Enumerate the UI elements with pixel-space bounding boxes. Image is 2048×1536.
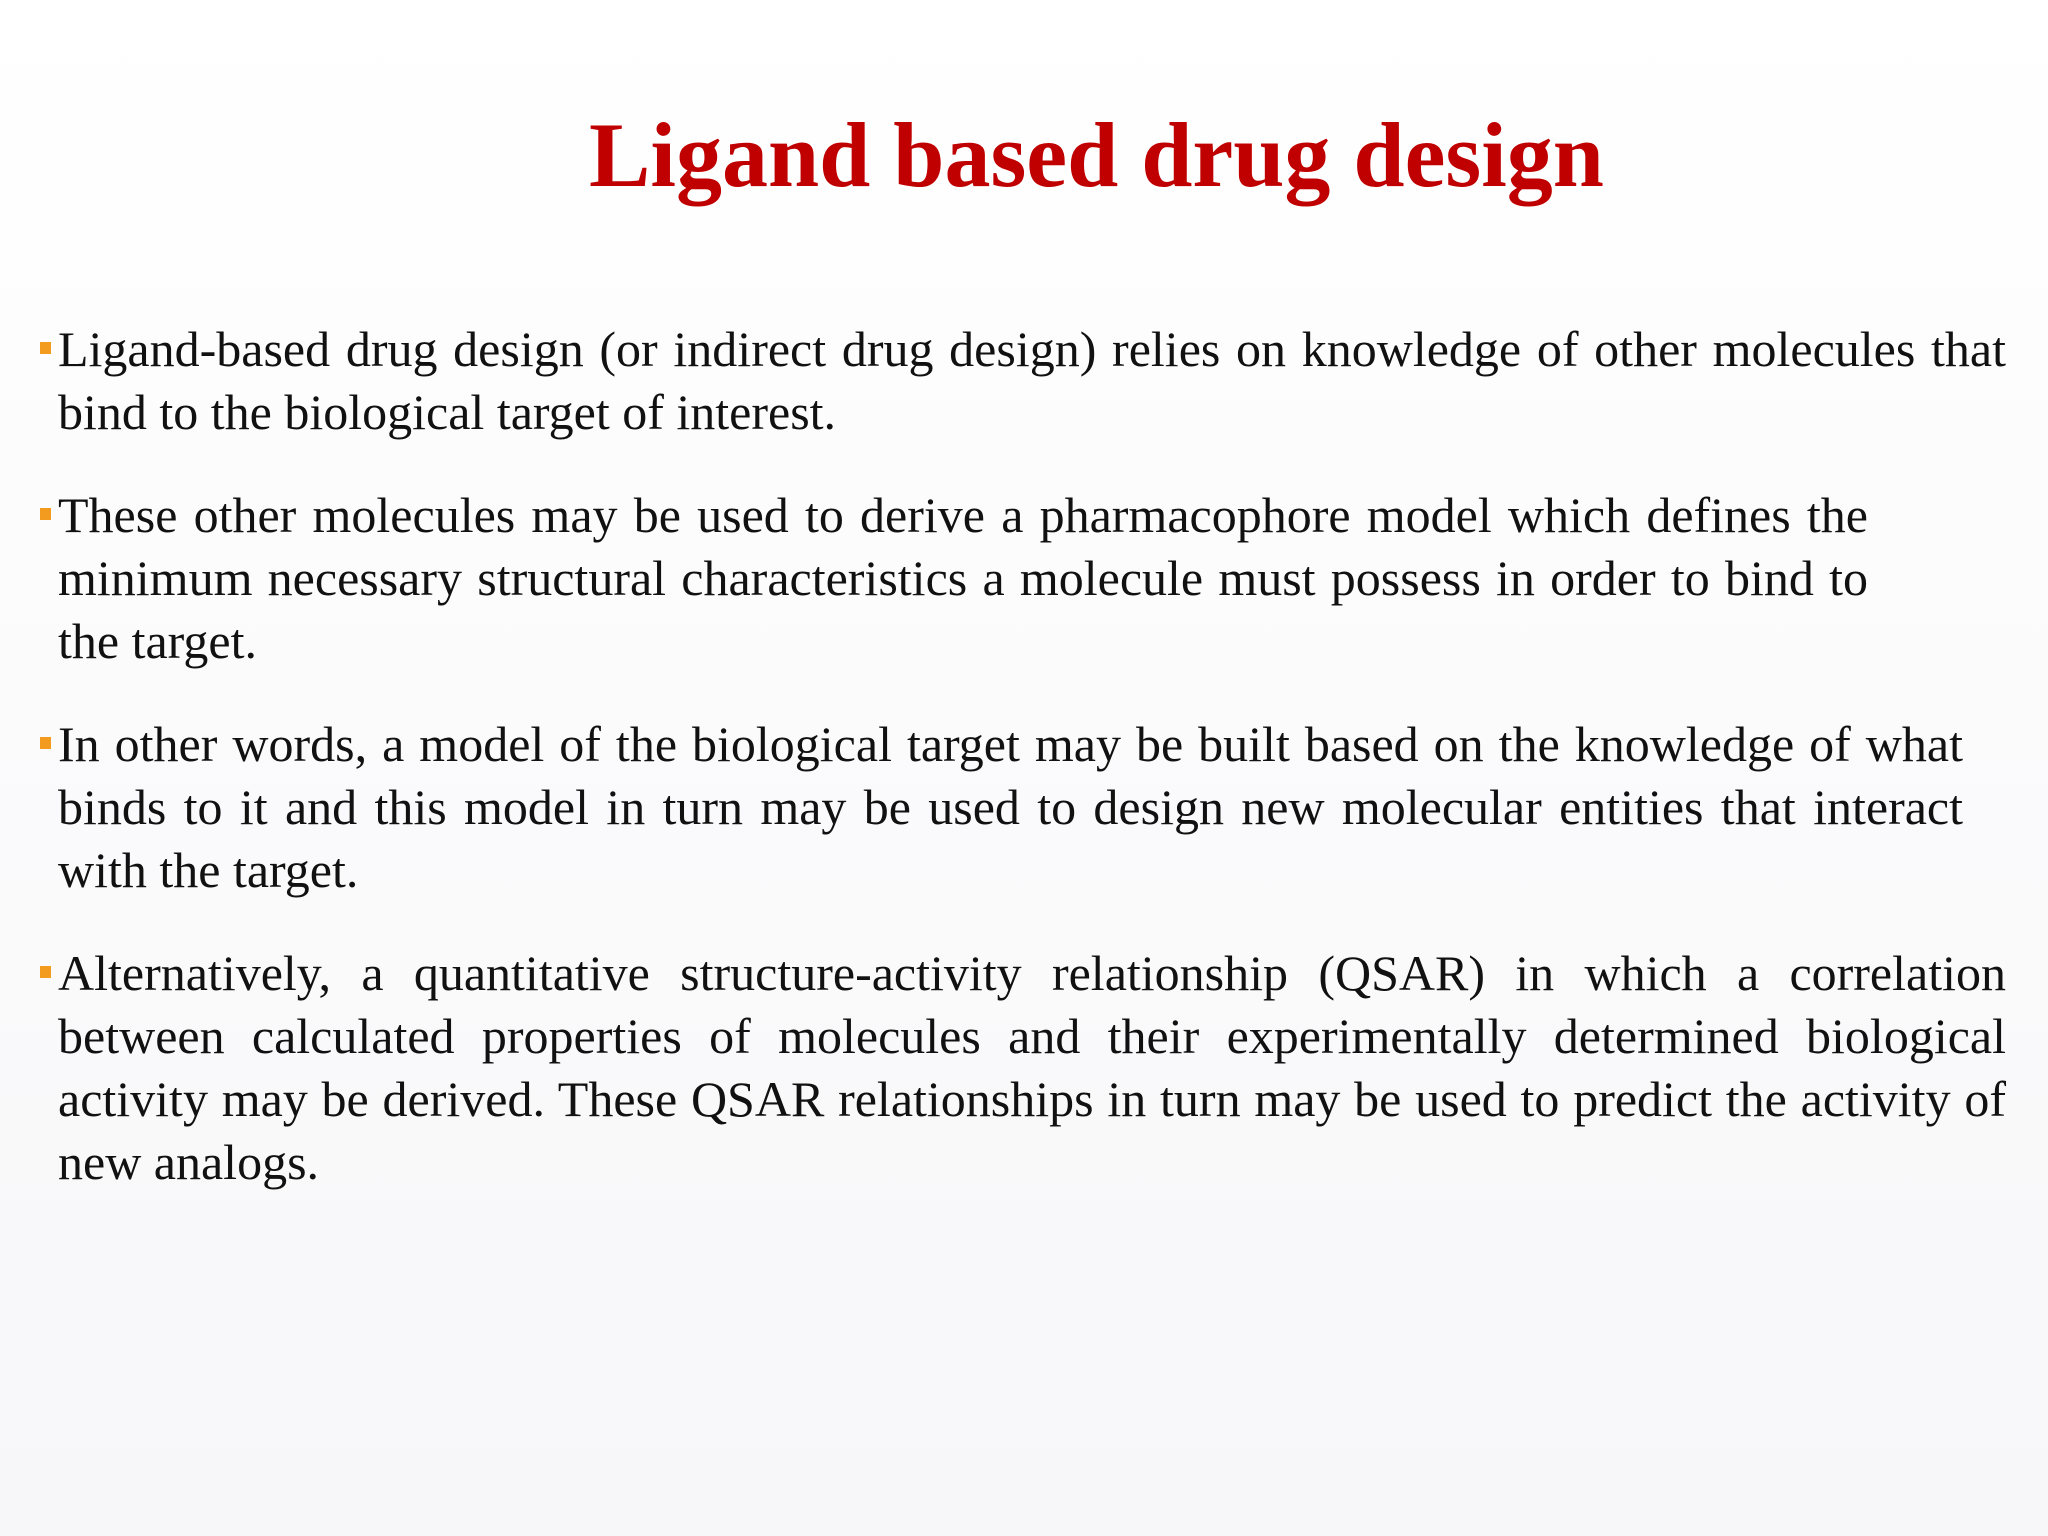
slide-title: Ligand based drug design: [589, 104, 1604, 206]
bullet-item: [40, 318, 2006, 444]
bullet-item: [40, 484, 1868, 673]
square-bullet-icon: [40, 966, 51, 978]
bullet-text: In other words, a model of the biological target may be built based on the knowledge of what binds to it and this model in turn may be used to design new molecular entities that interact with the target.: [58, 716, 1963, 898]
bullet-text: These other molecules may be used to derive a pharmacophore model which defines the minimum necessary structural characteristics a molecule must possess in order to bind to the target.: [58, 487, 1868, 669]
square-bullet-icon: [40, 508, 51, 520]
square-bullet-icon: [40, 342, 51, 354]
square-bullet-icon: [40, 737, 51, 749]
bullet-text: Ligand-based drug design (or indirect drug design) relies on knowledge of other molecules that bind to the biological target of interest.: [58, 321, 2006, 440]
bullet-item: [40, 942, 2006, 1194]
bullet-text: Alternatively, a quantitative structure-activity relationship (QSAR) in which a correlation between calculated properties of molecules and their experimentally determined biological activity may be derived. These QSAR relationships in turn may be used to predict the activity of new analogs.: [58, 945, 2006, 1190]
bullet-list: [40, 318, 2006, 1234]
bullet-item: [40, 713, 1963, 902]
